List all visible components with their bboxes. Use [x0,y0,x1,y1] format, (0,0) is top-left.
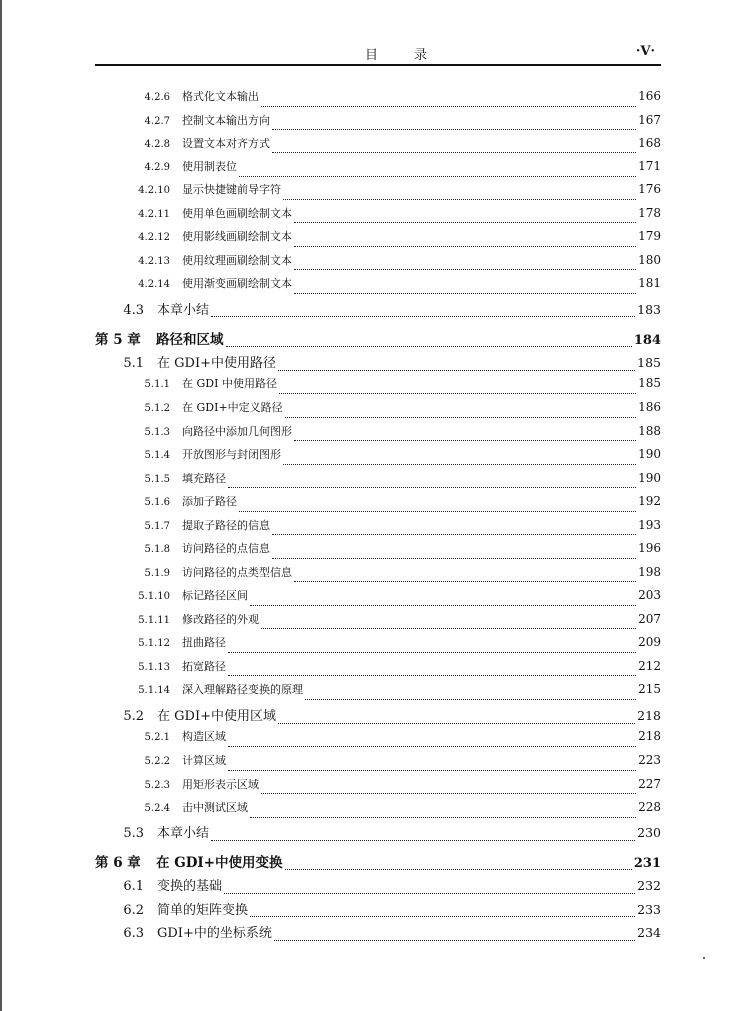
toc-entry-title: 修改路径的外观 [182,612,259,626]
toc-dot-leader [261,783,636,794]
toc-entry-page: 223 [638,753,661,767]
toc-entry-number: 5.1.2 [144,403,170,414]
toc-entry-title: 向路径中添加几何图形 [182,424,292,438]
toc-subsection-entry [95,681,661,701]
toc-dot-leader [261,96,636,107]
toc-entry-title: 在 GDI+中使用路径 [157,356,276,371]
toc-chapter-entry [95,328,661,348]
toc-entry-number: 5.1.8 [144,544,170,555]
toc-entry-number: 5.2.2 [144,756,170,767]
toc-subsection-entry [95,728,661,748]
toc-entry-number: 5.1.14 [138,685,170,696]
toc-entry-number: 5.1.4 [144,450,170,461]
toc-section-entry [95,875,661,895]
toc-entry-page: 218 [637,708,661,723]
toc-entry-number: 5.1.7 [144,520,170,532]
toc-entry-page: 183 [637,301,661,317]
toc-dot-leader [278,360,635,371]
toc-dot-leader [272,142,636,153]
toc-entry-page: 179 [638,229,661,243]
toc-subsection-entry [95,634,661,654]
toc-entry-number: 4.2.11 [138,208,170,220]
toc-entry-number: 5.2.1 [144,732,170,743]
toc-entry-title: GDI+中的坐标系统 [157,926,272,941]
toc-subsection-entry [95,135,661,155]
toc-entry-number: 5.1.12 [138,638,170,649]
toc-entry-title: 在 GDI+中使用区域 [157,709,276,724]
toc-entry-title: 用矩形表示区域 [182,777,259,791]
toc-entry-title: 变换的基础 [157,879,223,894]
toc-entry-title: 扭曲路径 [182,636,226,649]
toc-subsection-entry [95,228,661,248]
toc-entry-page: 167 [638,112,661,127]
toc-dot-leader [294,212,636,223]
toc-dot-leader [250,595,636,606]
toc-dot-leader [294,236,636,247]
header-title: 目 录 [365,48,444,63]
toc-subsection-entry [95,799,661,819]
toc-subsection-entry [95,275,661,295]
toc-entry-title: 在 GDI+中使用变换 [156,855,283,871]
toc-dot-leader [272,548,636,559]
toc-subsection-entry [95,181,661,201]
page-edge [0,0,2,1011]
toc-dot-leader [228,665,636,676]
toc-entry-page: 193 [638,517,661,532]
toc-dot-leader [228,642,636,653]
toc-dot-leader [239,501,636,512]
toc-entry-title: 本章小结 [157,302,210,318]
toc-entry-page: 180 [638,252,661,267]
toc-entry-page: 188 [638,423,661,438]
toc-section-entry [95,899,661,919]
toc-entry-number: 5.1.3 [144,426,170,438]
toc-dot-leader [272,524,636,535]
toc-entry-number: 5.3 [123,826,144,841]
toc-entry-title: 填充路径 [182,471,226,485]
toc-entry-title: 简单的矩阵变换 [157,902,249,918]
toc-entry-number: 4.3 [123,302,144,318]
toc-entry-number: 6.2 [123,902,144,918]
toc-dot-leader [211,830,635,841]
toc-entry-page: 232 [637,878,661,893]
toc-subsection-entry [95,446,661,466]
toc-entry-page: 207 [638,611,661,626]
toc-entry-page: 190 [638,470,661,485]
toc-entry-title: 路径和区域 [156,332,224,348]
toc-subsection-entry [95,658,661,678]
toc-entry-number: 4.2.10 [138,185,170,196]
toc-entry-number: 4.2.12 [138,232,170,243]
toc-subsection-entry [95,423,661,443]
toc-entry-number: 5.1.6 [144,497,170,508]
toc-section-entry [95,822,661,842]
toc-dot-leader [278,713,635,724]
toc-subsection-entry [95,399,661,419]
toc-subsection-entry [95,252,661,272]
toc-entry-number: 5.1.1 [144,379,170,390]
toc-section-entry [95,299,661,319]
toc-entry-number: 第 6 章 [95,855,141,871]
toc-entry-number: 5.1.11 [138,614,170,626]
toc-dot-leader [272,119,636,130]
toc-dot-leader [285,407,636,418]
toc-dot-leader [279,383,636,394]
toc-subsection-entry [95,517,661,537]
toc-entry-title: 使用影线画刷绘制文本 [182,230,292,243]
toc-subsection-entry [95,776,661,796]
toc-dot-leader [250,807,636,818]
toc-entry-page: 168 [638,135,661,150]
toc-entry-page: 178 [638,205,661,220]
toc-entry-page: 186 [638,400,661,414]
toc-entry-number: 4.2.7 [144,115,170,127]
page-header [95,44,661,64]
toc-dot-leader [228,477,636,488]
toc-dot-leader [285,859,632,870]
toc-entry-number: 第 5 章 [95,332,141,348]
header-page-number: ·V· [635,44,655,59]
toc-entry-title: 使用纹理画刷绘制文本 [182,253,292,267]
toc-entry-page: 196 [638,541,661,555]
toc-subsection-entry [95,611,661,631]
toc-dot-leader [294,571,636,582]
toc-dot-leader [294,283,636,294]
toc-entry-title: 访问路径的点信息 [182,542,270,555]
toc-entry-page: 185 [638,376,661,390]
toc-entry-title: 标记路径区间 [182,589,248,602]
toc-entry-title: 格式化文本输出 [182,90,259,103]
toc-dot-leader [224,883,635,894]
header-rule [95,64,661,66]
toc-entry-page: 203 [638,588,661,602]
toc-subsection-entry [95,540,661,560]
toc-dot-leader [305,689,636,700]
toc-entry-title: 构造区域 [182,730,226,743]
toc-dot-leader [250,906,635,917]
toc-entry-title: 在 GDI 中使用路径 [182,377,277,390]
toc-entry-page: 185 [637,355,661,370]
toc-entry-title: 拓宽路径 [182,659,226,673]
toc-entry-page: 190 [638,447,661,461]
scan-speck [703,957,705,959]
toc-entry-number: 4.2.8 [144,138,170,150]
toc-entry-number: 6.3 [123,926,144,941]
toc-entry-page: 209 [638,635,661,649]
toc-entry-title: 提取子路径的信息 [182,518,270,532]
toc-entry-page: 227 [638,776,661,791]
toc-entry-page: 171 [638,159,661,173]
toc-subsection-entry [95,375,661,395]
toc-entry-title: 在 GDI+中定义路径 [182,401,283,414]
toc-entry-number: 5.1.10 [138,591,170,602]
toc-subsection-entry [95,88,661,108]
toc-subsection-entry [95,470,661,490]
toc-chapter-entry [95,851,661,871]
toc-entry-page: 218 [638,729,661,743]
toc-entry-page: 166 [638,89,661,103]
toc-dot-leader [274,930,635,941]
toc-section-entry [95,922,661,942]
toc-entry-number: 4.2.6 [144,92,170,103]
toc-entry-number: 4.2.14 [138,279,170,290]
toc-entry-number: 5.2.3 [144,779,170,791]
toc-dot-leader [283,454,636,465]
toc-entry-title: 使用渐变画刷绘制文本 [182,277,292,290]
toc-entry-page: 212 [638,658,661,673]
toc-entry-title: 开放图形与封闭图形 [182,448,281,461]
toc-subsection-entry [95,587,661,607]
toc-entry-page: 228 [638,800,661,814]
toc-dot-leader [228,760,636,771]
toc-entry-title: 计算区域 [182,754,226,767]
toc-entry-title: 访问路径的点类型信息 [182,565,292,579]
toc-entry-title: 使用制表位 [182,160,237,173]
toc-subsection-entry [95,564,661,584]
toc-entry-page: 233 [637,901,661,917]
toc-entry-number: 6.1 [123,879,144,894]
toc-dot-leader [211,306,635,317]
toc-subsection-entry [95,205,661,225]
toc-dot-leader [294,259,636,270]
toc-entry-number: 5.1.5 [144,473,170,485]
toc-entry-page: 234 [637,925,661,940]
toc-dot-leader [239,166,636,177]
toc-entry-number: 5.2 [123,709,144,724]
toc-entry-title: 深入理解路径变换的原理 [182,683,303,696]
toc-dot-leader [294,430,636,441]
toc-entry-page: 176 [638,182,661,196]
toc-subsection-entry [95,158,661,178]
toc-entry-number: 5.2.4 [144,803,170,814]
toc-subsection-entry [95,493,661,513]
toc-entry-title: 设置文本对齐方式 [182,136,270,150]
toc-entry-number: 4.2.9 [144,162,170,173]
toc-entry-number: 5.1.9 [144,567,170,579]
toc-entry-title: 添加子路径 [182,495,237,508]
toc-subsection-entry [95,112,661,132]
toc-entry-number: 4.2.13 [138,255,170,267]
toc-entry-title: 击中测试区域 [182,801,248,814]
toc-entry-title: 显示快捷键前导字符 [182,183,281,196]
toc-entry-page: 230 [637,825,661,840]
toc-section-entry [95,352,661,372]
toc-entry-page: 231 [633,856,661,871]
toc-entry-number: 5.1.13 [138,661,170,673]
toc-entry-page: 184 [633,333,661,348]
toc-dot-leader [226,336,632,347]
toc-entry-title: 使用单色画刷绘制文本 [182,206,292,220]
toc-section-entry [95,705,661,725]
toc-dot-leader [261,618,636,629]
toc-entry-page: 181 [638,276,661,290]
toc-entry-page: 215 [638,682,661,696]
toc-entry-title: 本章小结 [157,826,210,841]
toc-entry-number: 5.1 [123,356,144,371]
toc-entry-page: 192 [638,494,661,508]
toc-dot-leader [283,189,636,200]
toc-subsection-entry [95,752,661,772]
toc-dot-leader [228,736,636,747]
toc-entry-page: 198 [638,564,661,579]
toc-entry-title: 控制文本输出方向 [182,113,270,127]
